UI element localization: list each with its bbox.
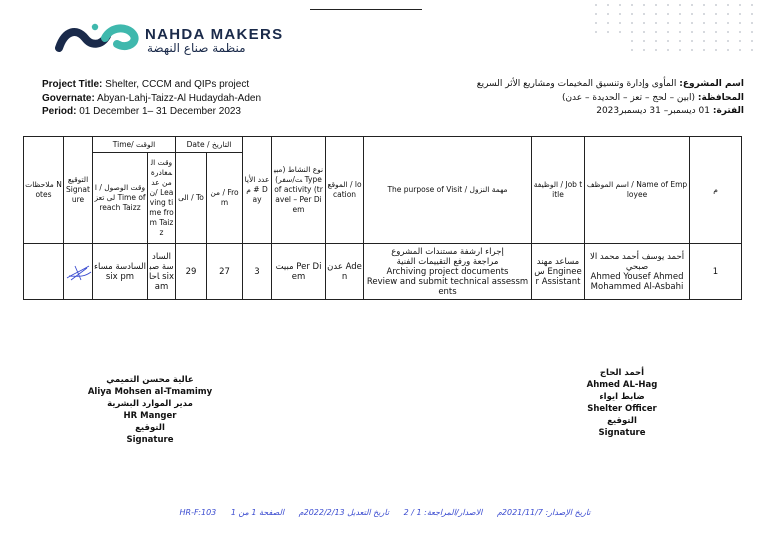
cell-from: 27 xyxy=(207,244,243,300)
logo-name-ar: منظمة صناع النهضة xyxy=(147,41,246,55)
footer-issue-date: تاريخ الإصدار: 2021/11/7م xyxy=(496,508,591,517)
decorative-dot xyxy=(643,49,645,51)
decorative-dot xyxy=(691,4,693,6)
decorative-dot xyxy=(691,49,693,51)
decorative-dot xyxy=(715,31,717,33)
decorative-dot xyxy=(715,22,717,24)
header-activity: نوع النشاط (مبيت/سفر) Type of activity (travel – Per Diem xyxy=(272,137,326,244)
decorative-dot xyxy=(691,22,693,24)
decorative-dot xyxy=(691,13,693,15)
decorative-dot xyxy=(655,31,657,33)
header-location: الموقع / location xyxy=(326,137,364,244)
cell-arrival: السادسة مساء six pm xyxy=(93,244,148,300)
table-header-row-1 xyxy=(24,137,742,153)
cell-signature xyxy=(64,244,93,300)
header-date-group: Date / التاريخ xyxy=(176,137,243,153)
decorative-dot xyxy=(703,22,705,24)
header-employee: اسم الموظف / Name of Employee xyxy=(585,137,690,244)
top-rule xyxy=(310,9,422,10)
officer-name-ar: أحمد الحاج xyxy=(599,368,645,378)
decorative-dot xyxy=(703,13,705,15)
decorative-dot xyxy=(631,49,633,51)
decorative-dot xyxy=(715,4,717,6)
cell-days: 3 xyxy=(243,244,272,300)
hr-role-en: HR Manger xyxy=(123,411,177,421)
decorative-dot xyxy=(679,22,681,24)
nahda-makers-logo xyxy=(55,20,305,54)
decorative-dot xyxy=(751,49,753,51)
header-time-group: Time/ الوقت xyxy=(93,137,176,153)
cell-to: 29 xyxy=(176,244,207,300)
officer-signature-label-ar: التوقيع xyxy=(607,416,637,426)
decorative-dot xyxy=(691,31,693,33)
header-signature: التوقيع Signature xyxy=(64,137,93,244)
decorative-dot xyxy=(607,31,609,33)
governate-line-ar: المحافظة: (ابين – لحج – تعز – الحديدة – عدن) xyxy=(561,92,744,103)
decorative-dot xyxy=(751,31,753,33)
footer-form-code: HR-F:103 xyxy=(179,508,217,517)
decorative-dot xyxy=(655,13,657,15)
period-line-ar: الفترة: 01 ديسمبر– 31 ديسمبر2023 xyxy=(596,106,744,116)
header-purpose: The purpose of Visit / مهمة النزول xyxy=(364,137,532,244)
decorative-dot xyxy=(739,4,741,6)
decorative-dot xyxy=(727,40,729,42)
cell-job-title: مساعد مهندس Engineer Assistant xyxy=(532,244,585,300)
decorative-dot xyxy=(595,4,597,6)
employee-name-ar: أحمد يوسف أحمد محمد الا صبحي xyxy=(589,251,685,272)
table-row xyxy=(24,244,742,300)
decorative-dot xyxy=(751,13,753,15)
decorative-dot xyxy=(643,13,645,15)
decorative-dot xyxy=(739,13,741,15)
decorative-dot xyxy=(643,22,645,24)
purpose-en-1: Archiving project documents xyxy=(386,266,509,277)
decorative-dot xyxy=(679,40,681,42)
cell-activity: مبيت Per Diem xyxy=(272,244,326,300)
decorative-dot xyxy=(631,31,633,33)
employee-name-en: Ahmed Yousef Ahmed Mohammed Al-Asbahi xyxy=(590,271,684,292)
header-arrival: وقت الوصول / الى تعز Time of reach Taizz xyxy=(93,153,148,244)
cell-employee xyxy=(585,244,690,300)
document-footer xyxy=(150,508,620,517)
officer-signature-label-en: Signature xyxy=(598,428,646,438)
decorative-dot xyxy=(667,40,669,42)
decorative-dot xyxy=(703,40,705,42)
decorative-dot xyxy=(667,4,669,6)
hr-role-ar: مدير الموارد البشرية xyxy=(107,399,193,409)
header-notes: ملاحظات Notes xyxy=(24,137,64,244)
decorative-dot xyxy=(667,22,669,24)
decorative-dot xyxy=(655,4,657,6)
decorative-dot xyxy=(727,22,729,24)
officer-role-ar: ضابط ايواء xyxy=(599,392,645,402)
period-line: Period: 01 December 1– 31 December 2023 xyxy=(42,106,241,117)
decorative-dot xyxy=(739,40,741,42)
decorative-dot xyxy=(727,4,729,6)
decorative-dot xyxy=(655,22,657,24)
decorative-dot xyxy=(619,13,621,15)
officer-name-en: Ahmed AL-Hag xyxy=(586,380,658,390)
decorative-dot xyxy=(739,49,741,51)
decorative-dot xyxy=(595,31,597,33)
decorative-dot xyxy=(631,40,633,42)
project-info-en xyxy=(42,78,261,119)
decorative-dot xyxy=(607,22,609,24)
decorative-dot xyxy=(667,13,669,15)
handwritten-signature-icon xyxy=(65,260,93,284)
cell-notes xyxy=(24,244,64,300)
logo-mark-icon xyxy=(55,20,141,54)
decorative-dot xyxy=(691,40,693,42)
header-leaving: وقت المغادرة من عدن/ Leaving time from Taizz xyxy=(148,153,176,244)
cell-leaving: السادسة صباحا six am xyxy=(148,244,176,300)
decorative-dot xyxy=(667,49,669,51)
hr-name-ar: عالية محسن التميمي xyxy=(106,375,194,385)
decorative-dot xyxy=(667,31,669,33)
decorative-dot xyxy=(727,31,729,33)
decorative-dot xyxy=(679,13,681,15)
decorative-dot xyxy=(751,4,753,6)
footer-page: الصفحة 1 من 1 xyxy=(230,508,285,517)
decorative-dot xyxy=(679,4,681,6)
purpose-ar-2: مراجعة ورفع التقييمات الفنية xyxy=(396,256,499,267)
header-number: م xyxy=(690,137,742,244)
project-title-line-ar: اسم المشروع: المأوى وإدارة وتنسيق المخيمات ومشاريع الأثر السريع xyxy=(476,79,744,89)
header-job-title: الوظيفة / Job title xyxy=(532,137,585,244)
purpose-ar-1: إجراء ارشفة مستندات المشروع xyxy=(391,246,504,257)
project-info-ar xyxy=(424,78,744,119)
header-days: عدد الأيام # Day xyxy=(243,137,272,244)
decorative-dot xyxy=(631,22,633,24)
signature-block-hr xyxy=(60,374,240,446)
decorative-dot xyxy=(703,31,705,33)
decorative-dot xyxy=(703,49,705,51)
logo-name-en: NAHDA MAKERS xyxy=(145,26,284,43)
decorative-dot xyxy=(739,31,741,33)
decorative-dot xyxy=(715,49,717,51)
decorative-dot xyxy=(655,49,657,51)
header-from: من / From xyxy=(207,153,243,244)
hr-signature-label-ar: التوقيع xyxy=(135,423,165,433)
decorative-dot xyxy=(679,31,681,33)
decorative-dot xyxy=(679,49,681,51)
decorative-dot xyxy=(715,40,717,42)
purpose-en-2: Review and submit technical assessments xyxy=(366,276,529,297)
decorative-dot xyxy=(607,4,609,6)
decorative-dot xyxy=(727,13,729,15)
decorative-dot xyxy=(595,13,597,15)
decorative-dot xyxy=(631,4,633,6)
visit-table xyxy=(23,136,742,300)
decorative-dot xyxy=(727,49,729,51)
decorative-dot xyxy=(715,13,717,15)
cell-number: 1 xyxy=(690,244,742,300)
header-to: الى / To xyxy=(176,153,207,244)
decorative-dot xyxy=(619,31,621,33)
decorative-dot xyxy=(619,4,621,6)
decorative-dot xyxy=(631,13,633,15)
cell-purpose xyxy=(364,244,532,300)
signature-block-shelter xyxy=(532,367,712,439)
decorative-dot xyxy=(751,40,753,42)
decorative-dot-grid xyxy=(595,4,763,56)
footer-modified-date: تاريخ التعديل 2022/2/13م xyxy=(298,508,390,517)
officer-role-en: Shelter Officer xyxy=(587,404,657,414)
decorative-dot xyxy=(619,22,621,24)
hr-name-en: Aliya Mohsen al-Tmamimy xyxy=(87,387,213,397)
governate-line: Governate: Abyan-Lahj-Taizz-Al Hudaydah-Aden xyxy=(42,92,262,104)
decorative-dot xyxy=(703,4,705,6)
decorative-dot xyxy=(643,31,645,33)
hr-signature-label-en: Signature xyxy=(126,435,174,445)
decorative-dot xyxy=(595,22,597,24)
decorative-dot xyxy=(739,22,741,24)
decorative-dot xyxy=(643,40,645,42)
project-title-line: Project Title: Shelter, CCCM and QIPs project xyxy=(42,79,250,90)
decorative-dot xyxy=(607,13,609,15)
decorative-dot xyxy=(643,4,645,6)
decorative-dot xyxy=(751,22,753,24)
decorative-dot xyxy=(655,40,657,42)
cell-location: عدن Aden xyxy=(326,244,364,300)
footer-version: الاصدار/المراجعة: 1 / 2 xyxy=(403,508,483,517)
